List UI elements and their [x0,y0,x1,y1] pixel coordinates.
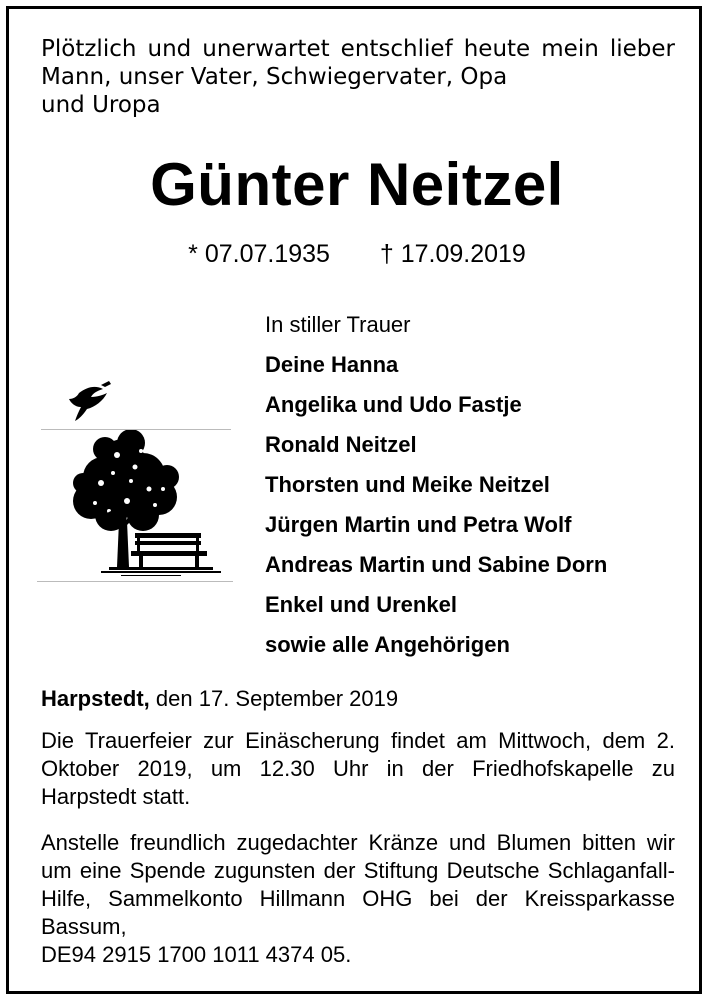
tree-bench-illustration [31,381,241,596]
donation-request: Anstelle freundlich zugedachter Kränze und Blumen bitten wir um eine Spende zugunsten der Stiftung Deutsche Schlaganfall-Hilfe, Sammelkonto Hillmann OHG bei der Kreissparkasse Bassum, [41,830,675,939]
mourner-name: Thorsten und Meike Neitzel [265,472,550,497]
life-dates [9,239,705,269]
ground-icon [101,567,221,576]
intro-lines: Plötzlich und unerwartet entschlief heute mein lieber Mann, unser Vater, Schwiegervater, Opa [41,36,675,90]
mourner-name: sowie alle Angehörigen [265,632,510,657]
death-date: † 17.09.2019 [379,240,526,268]
dove-icon [69,381,111,421]
place-date-line [41,685,675,713]
donation-text [41,829,675,969]
bench-icon [131,533,207,570]
funeral-service-text: Die Trauerfeier zur Einäscherung findet am Mittwoch, dem 2. Oktober 2019, um 12.30 Uhr in der Friedhofskapelle zu Harpstedt statt. [41,728,675,809]
mourner-name: Deine Hanna [265,352,399,377]
intro-last-line: und Uropa [41,92,161,118]
mourner-name: Andreas Martin und Sabine Dorn [265,552,608,577]
mourners-heading: In stiller Trauer [265,312,411,337]
obituary-frame [6,6,702,994]
mourners-list [265,305,695,665]
intro-text [41,35,675,119]
tree-icon [73,429,179,567]
mourner-name: Angelika und Udo Fastje [265,392,522,417]
place-name: Harpstedt, [41,686,150,711]
deceased-name: Günter Neitzel [150,151,564,218]
mourner-name: Enkel und Urenkel [265,592,457,617]
donation-iban: DE94 2915 1700 1011 4374 05. [41,942,352,967]
birth-date: * 07.07.1935 [188,240,330,268]
notice-date: den 17. September 2019 [155,686,399,711]
mourner-name: Jürgen Martin und Petra Wolf [265,512,572,537]
mourner-name: Ronald Neitzel [265,432,417,457]
